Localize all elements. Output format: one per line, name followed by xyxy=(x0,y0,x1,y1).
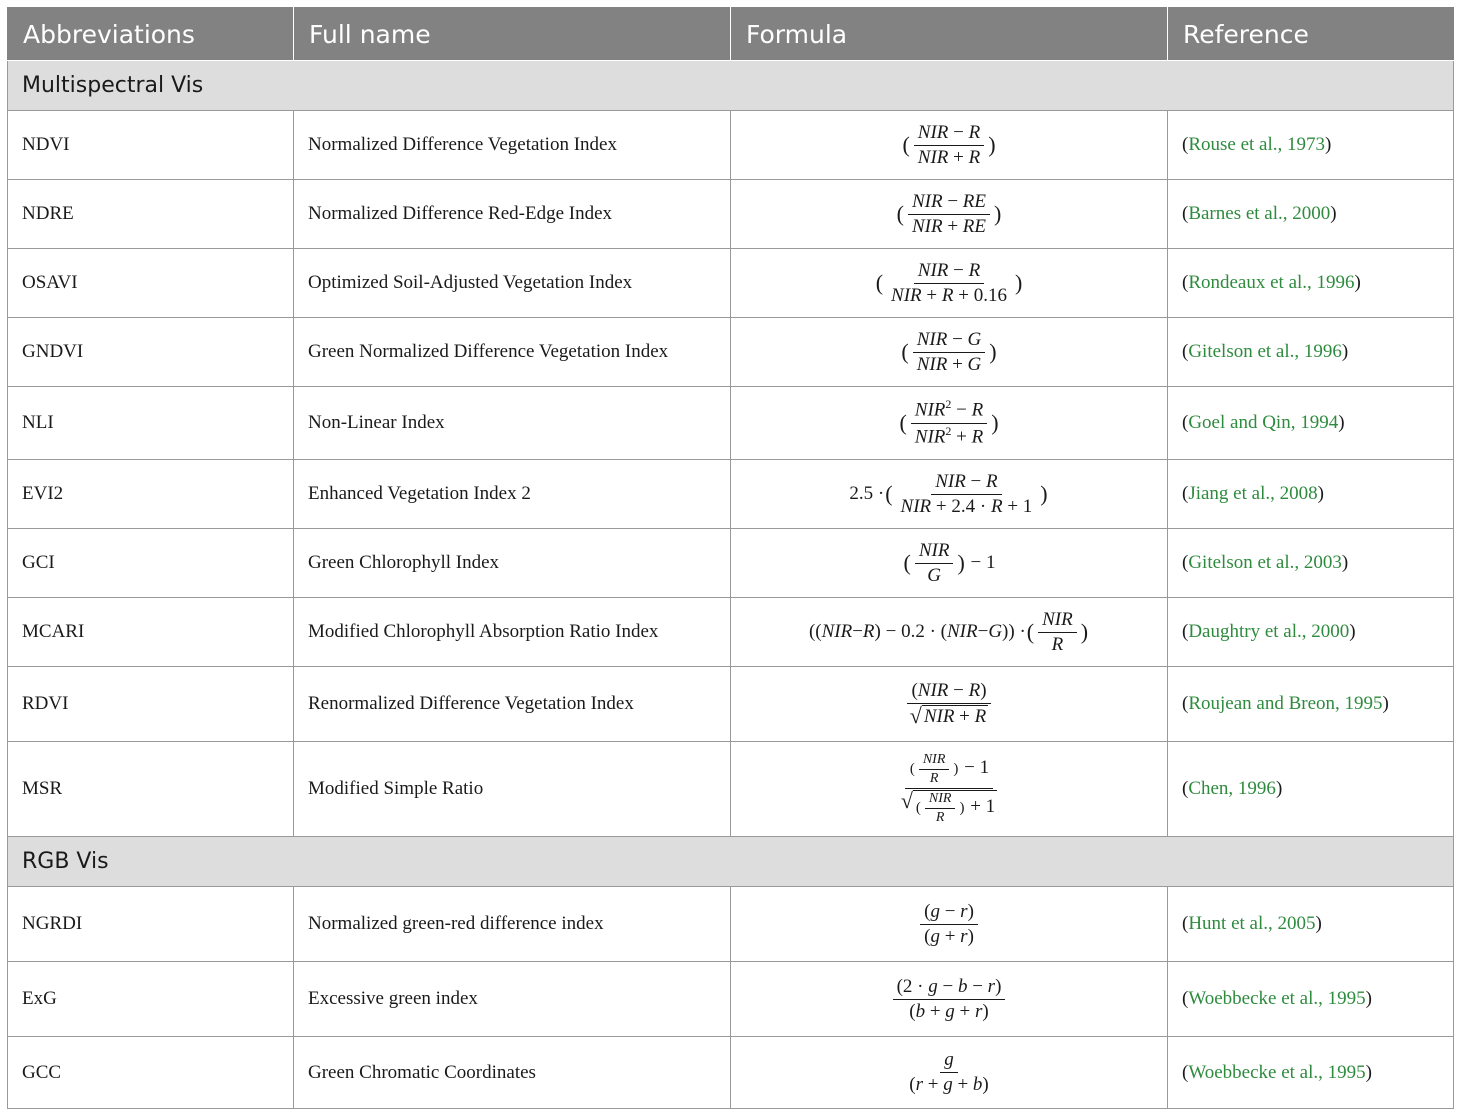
formula: (NIR − R) √ NIR + R xyxy=(903,680,996,729)
reference-cell: (Gitelson et al., 1996) xyxy=(1168,318,1454,387)
formula-cell xyxy=(731,318,1168,387)
table-row xyxy=(8,1037,1454,1109)
formula: ( $\frac{NIR^2 - R}{NIR^2 + R}$ ) xyxy=(899,397,999,447)
reference-cell: (Gitelson et al., 2003) xyxy=(1168,529,1454,598)
abbreviation-cell: RDVI xyxy=(8,667,294,742)
full-name-cell: Modified Chlorophyll Absorption Ratio Index xyxy=(294,598,731,667)
formula: ( $\frac{\text{NIR − G}}{\text{NIR + G}}$ ) xyxy=(901,328,997,375)
abbreviation-cell: NGRDI xyxy=(8,887,294,962)
reference-link[interactable]: Rouse et al., 1973 xyxy=(1188,134,1326,155)
formula: $\frac{g}{(r + g + b)}$ xyxy=(909,1049,989,1095)
reference-link[interactable]: Barnes et al., 2000 xyxy=(1188,203,1331,224)
table-row xyxy=(8,249,1454,318)
reference-cell: (Woebbecke et al., 1995) xyxy=(1168,1037,1454,1109)
reference-link[interactable]: Chen, 1996 xyxy=(1188,778,1276,799)
full-name-cell: Normalized Difference Vegetation Index xyxy=(294,111,731,180)
formula: $\frac{(2 \cdot g - b - r)}{(b + g + r)}$ xyxy=(890,976,1009,1023)
formula: 2.5 · ( $\frac{\text{NIR − R}}{\text{NIR + 2.4 · R + 1}}$ ) xyxy=(849,470,1048,517)
full-name-cell: Normalized green-red difference index xyxy=(294,887,731,962)
formula: ( $\frac{\text{NIR}}{G}$ ) − 1 xyxy=(903,539,996,586)
reference-link[interactable]: Woebbecke et al., 1995 xyxy=(1188,988,1366,1009)
reference-cell: (Rondeaux et al., 1996) xyxy=(1168,249,1454,318)
abbreviation-cell: ExG xyxy=(8,962,294,1037)
header-reference: Reference xyxy=(1168,8,1454,61)
header-formula: Formula xyxy=(731,8,1168,61)
reference-link[interactable]: Woebbecke et al., 1995 xyxy=(1188,1061,1366,1083)
full-name-cell: Green Chromatic Coordinates xyxy=(294,1037,731,1109)
formula-cell xyxy=(731,529,1168,598)
formula-cell xyxy=(731,387,1168,460)
reference-link[interactable]: Daughtry et al., 2000 xyxy=(1188,621,1350,642)
formula-cell xyxy=(731,249,1168,318)
reference-cell: (Goel and Qin, 1994) xyxy=(1168,387,1454,460)
table-row xyxy=(8,667,1454,742)
full-name-cell: Enhanced Vegetation Index 2 xyxy=(294,460,731,529)
reference-link[interactable]: Roujean and Breon, 1995 xyxy=(1188,693,1383,714)
abbreviation-cell: GCC xyxy=(8,1037,294,1109)
abbreviation-cell: OSAVI xyxy=(8,249,294,318)
full-name-cell: Green Chlorophyll Index xyxy=(294,529,731,598)
table-row xyxy=(8,742,1454,837)
formula-cell xyxy=(731,887,1168,962)
abbreviation-cell: GCI xyxy=(8,529,294,598)
section-title: Multispectral Vis xyxy=(8,61,1454,111)
abbreviation-cell: GNDVI xyxy=(8,318,294,387)
reference-link[interactable]: Gitelson et al., 2003 xyxy=(1188,552,1342,573)
reference-link[interactable]: Hunt et al., 2005 xyxy=(1188,913,1316,934)
formula: ( $\frac{\text{NIR − R}}{\text{NIR + R}}$ ) xyxy=(902,121,996,168)
header-full-name: Full name xyxy=(294,8,731,61)
reference-cell: (Rouse et al., 1973) xyxy=(1168,111,1454,180)
formula: ( $\frac{\text{NIR − RE}}{\text{NIR + RE}}$ ) xyxy=(896,190,1002,237)
formula: (( NIR − R ) − 0.2 · ( NIR − G )) · ( $\frac{\text{NIR}}{R}$ ) xyxy=(808,608,1089,655)
formula-cell xyxy=(731,742,1168,837)
abbreviation-cell: NDVI xyxy=(8,111,294,180)
abbreviation-cell: NDRE xyxy=(8,180,294,249)
reference-link[interactable]: Gitelson et al., 1996 xyxy=(1188,341,1342,362)
table-row xyxy=(8,598,1454,667)
full-name-cell: Green Normalized Difference Vegetation Index xyxy=(294,318,731,387)
table-row xyxy=(8,962,1454,1037)
formula-cell xyxy=(731,111,1168,180)
formula-cell xyxy=(731,962,1168,1037)
reference-cell: (Daughtry et al., 2000) xyxy=(1168,598,1454,667)
reference-link[interactable]: Goel and Qin, 1994 xyxy=(1188,412,1339,433)
full-name-cell: Excessive green index xyxy=(294,962,731,1037)
reference-cell: (Woebbecke et al., 1995) xyxy=(1168,962,1454,1037)
header-row xyxy=(8,8,1454,61)
section-row-rgb xyxy=(8,837,1454,887)
abbreviation-cell: MSR xyxy=(8,742,294,837)
formula-cell xyxy=(731,460,1168,529)
reference-link[interactable]: Jiang et al., 2008 xyxy=(1188,483,1318,504)
abbreviation-cell: EVI2 xyxy=(8,460,294,529)
reference-cell: (Hunt et al., 2005) xyxy=(1168,887,1454,962)
vegetation-index-table xyxy=(7,7,1454,1109)
reference-cell: (Jiang et al., 2008) xyxy=(1168,460,1454,529)
table-row xyxy=(8,460,1454,529)
full-name-cell: Renormalized Difference Vegetation Index xyxy=(294,667,731,742)
abbreviation-cell: MCARI xyxy=(8,598,294,667)
full-name-cell: Optimized Soil-Adjusted Vegetation Index xyxy=(294,249,731,318)
formula: ( $\frac{\text{NIR}}{R}$ ) − 1 √ ( $\frac{\text{NIR}}{R}$ ) + 1 xyxy=(900,751,996,826)
table-row xyxy=(8,387,1454,460)
full-name-cell: Normalized Difference Red-Edge Index xyxy=(294,180,731,249)
table-row xyxy=(8,529,1454,598)
abbreviation-cell: NLI xyxy=(8,387,294,460)
formula-cell xyxy=(731,180,1168,249)
table-row xyxy=(8,318,1454,387)
formula-cell xyxy=(731,667,1168,742)
reference-cell: (Barnes et al., 2000) xyxy=(1168,180,1454,249)
formula-cell xyxy=(731,1037,1168,1109)
section-title: RGB Vis xyxy=(8,837,1454,887)
formula: $\frac{(g - r)}{(g + r)}$ xyxy=(917,901,981,948)
full-name-cell: Modified Simple Ratio xyxy=(294,742,731,837)
full-name-cell: Non-Linear Index xyxy=(294,387,731,460)
section-row-multispectral xyxy=(8,61,1454,111)
header-abbreviations: Abbreviations xyxy=(8,8,294,61)
table-row xyxy=(8,887,1454,962)
reference-link[interactable]: Rondeaux et al., 1996 xyxy=(1188,272,1355,293)
table-row xyxy=(8,111,1454,180)
reference-cell: (Roujean and Breon, 1995) xyxy=(1168,667,1454,742)
formula: ( $\frac{\text{NIR − R}}{\text{NIR + R + 0.16}}$ ) xyxy=(875,259,1023,306)
table-row xyxy=(8,180,1454,249)
reference-cell: (Chen, 1996) xyxy=(1168,742,1454,837)
formula-cell xyxy=(731,598,1168,667)
